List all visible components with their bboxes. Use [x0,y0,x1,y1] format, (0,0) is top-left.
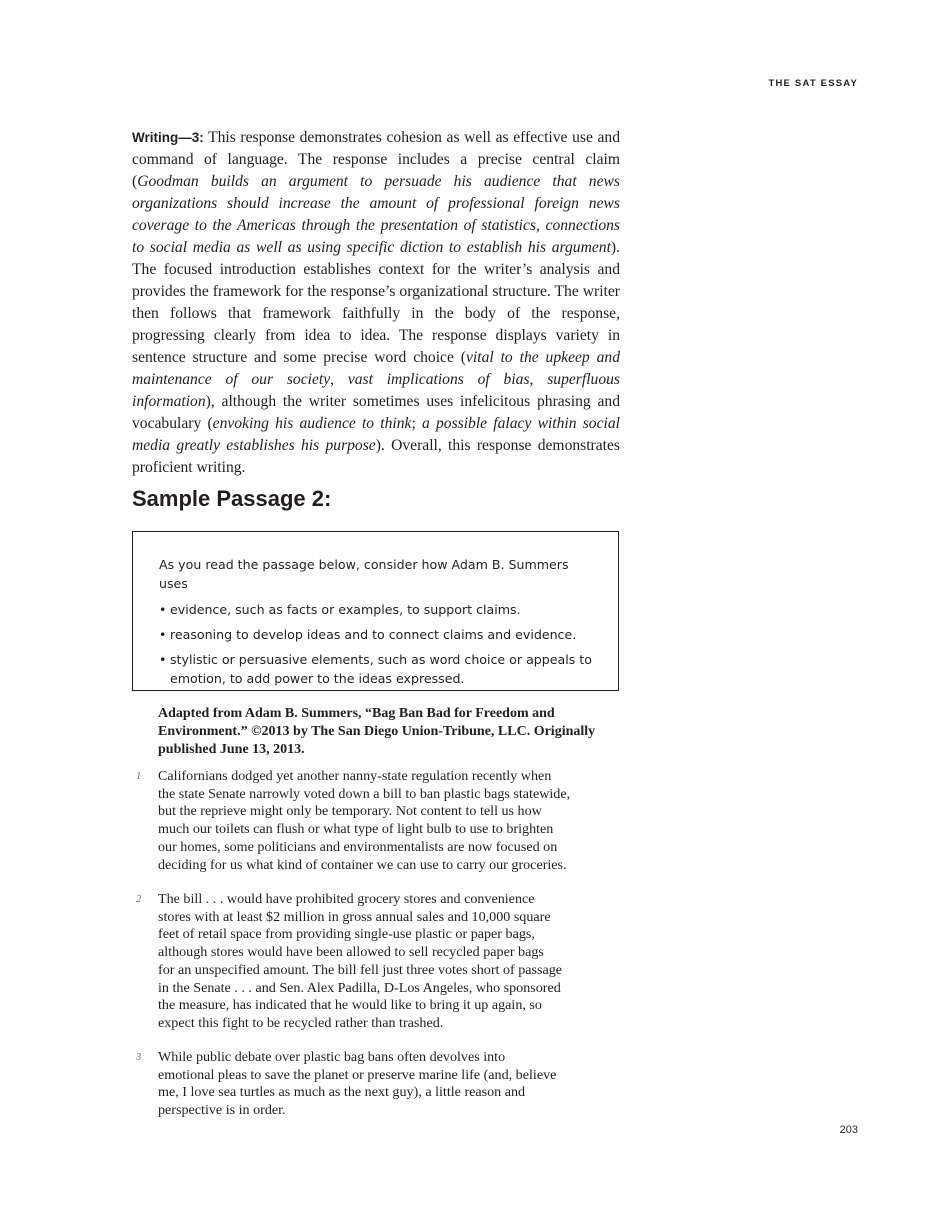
prompt-bullet-text: reasoning to develop ideas and to connect claims and evidence. [170,627,577,642]
commentary-text: , [529,371,548,388]
text-line: in the Senate . . . and Sen. Alex Padilla, D-Los Angeles, who sponsored [158,979,561,996]
paragraph-number: 2 [136,894,142,905]
text-line: stores with at least $2 million in gross annual sales and 10,000 square [158,908,551,925]
score-commentary [132,127,620,479]
commentary-text: This response demonstrates cohesion as well as effective use and command of language. The response includes a precise central claim ( [132,129,620,190]
section-heading: Sample Passage 2: [132,486,332,511]
quoted-phrase: vast implications of bias [347,371,530,388]
quoted-phrase: envoking his audience to think [212,415,412,432]
prompt-bullet [159,600,592,619]
quoted-phrase: vital to the upkeep and maintenance of our society [132,349,620,388]
prompt-list [159,600,592,688]
text-line: the measure, has indicated that he would like to bring it up again, so [158,997,542,1014]
text-line: for an unspecified amount. The bill fell just three votes short of passage [158,961,563,978]
text-line: The bill . . . would have prohibited grocery stores and convenience [158,891,535,907]
running-head: THE SAT ESSAY [768,78,858,89]
prompt-intro: As you read the passage below, consider how Adam B. Summers uses [159,557,569,591]
prompt-bullet [159,650,592,688]
paragraph-text [158,1049,600,1120]
bullet-icon: • [159,627,167,642]
score-label: Writing—3: [132,130,204,145]
prompt-bullet-text: stylistic or persuasive elements, such as word choice or appeals to emotion, to add power to the ideas expressed. [170,652,592,686]
prompt-bullet-text: evidence, such as facts or examples, to support claims. [170,602,521,617]
text-line: While public debate over plastic bag bans often devolves into [158,1049,506,1065]
text-line: deciding for us what kind of container we can use to carry our groceries. [158,856,567,873]
quoted-phrase: superfluous information [132,371,620,410]
bullet-icon: • [159,602,167,617]
quoted-claim: Goodman builds an argument to persuade his audience that news organizations should increase the amount of professional foreign news coverage to the Americas through the presentation of statistics, connections to social media as well as using specific diction to establish his argument [132,173,620,256]
passage-paragraph [136,768,606,874]
page-number: 203 [839,1124,858,1136]
prompt-box [132,531,619,691]
text-line: me, I love sea turtles as much as the next guy), a little reason and [158,1084,526,1101]
bullet-icon: • [159,652,167,667]
paragraph-text [158,768,600,874]
commentary-text: ; [411,415,422,432]
paragraph-text [158,891,600,1033]
text-line: the state Senate narrowly voted down a bill to ban plastic bags statewide, [158,785,571,802]
text-line: our homes, some politicians and environmentalists are now focused on [158,838,558,855]
paragraph-number: 1 [136,771,142,782]
text-line: but the reprieve might only be temporary. Not content to tell us how [158,803,542,820]
text-line: expect this fight to be recycled rather than trashed. [158,1014,444,1031]
passage-paragraph [136,891,606,1033]
commentary-text: ), although the writer sometimes uses infelicitous phrasing and vocabulary ( [132,393,620,432]
commentary-text: , [330,371,348,388]
text-line: perspective is in order. [158,1102,286,1119]
quoted-phrase: a possible falacy within social media greatly establishes his purpose [132,415,620,454]
paragraph-number: 3 [136,1052,142,1063]
text-line: emotional pleas to save the planet or preserve marine life (and, believe [158,1066,557,1083]
text-line: feet of retail space from providing single-use plastic or paper bags, [158,926,535,943]
text-line: Californians dodged yet another nanny-state regulation recently when [158,768,552,784]
passage-paragraph [136,1049,606,1120]
prompt-bullet [159,625,592,644]
text-line: although stores would have been allowed to sell recycled paper bags [158,944,544,961]
commentary-text: ). The focused introduction establishes context for the writer’s analysis and provides the framework for the response’s organizational structure. The writer then follows that framework faithfully in the body of the response, progressing clearly from idea to idea. The response displays variety in sentence structure and some precise word choice ( [132,239,620,366]
commentary-text: ). Overall, this response demonstrates proficient writing. [132,437,620,476]
text-line: much our toilets can flush or what type of light bulb to use to brighten [158,821,554,838]
source-citation: Adapted from Adam B. Summers, “Bag Ban Bad for Freedom and Environment.” ©2013 by The San Diego Union-Tribune, LLC. Originally published June 13, 2013. [158,706,596,757]
